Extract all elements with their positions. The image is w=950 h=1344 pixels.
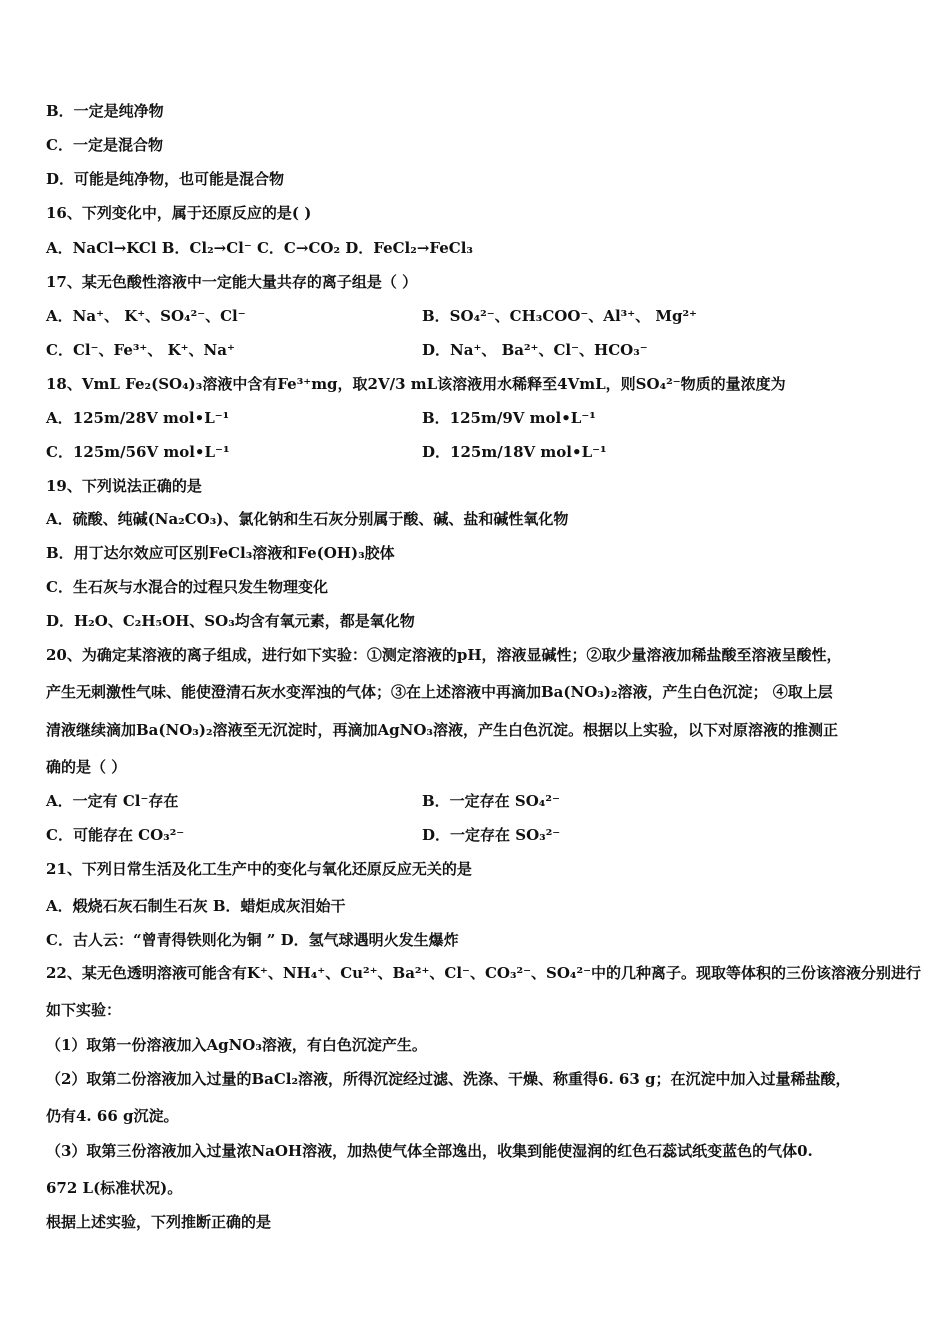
q22-stem-line1: 22、某无色透明溶液可能含有K⁺、NH₄⁺、Cu²⁺、Ba²⁺、Cl⁻、CO₃²⁻、SO₄²⁻中的几种离子。现取等体积的三份该溶液分别进行 bbox=[46, 964, 921, 982]
q19-option-d: D．H₂O、C₂H₅OH、SO₃均含有氧元素，都是氧化物 bbox=[46, 612, 415, 630]
q18-options-row2 bbox=[46, 441, 912, 463]
q20-option-b: B．一定存在 SO₄²⁻ bbox=[422, 792, 560, 810]
q19-option-c: C．生石灰与水混合的过程只发生物理变化 bbox=[46, 578, 328, 596]
q20-stem-line4: 确的是（ ） bbox=[46, 758, 127, 776]
q20-options-row2 bbox=[46, 824, 912, 846]
q22-step3-line1: （3）取第三份溶液加入过量浓NaOH溶液，加热使气体全部逸出，收集到能使湿润的红色石蕊试纸变蓝色的气体0. bbox=[46, 1142, 813, 1160]
q19-stem: 19、下列说法正确的是 bbox=[46, 477, 202, 495]
q20-stem-line1: 20、为确定某溶液的离子组成，进行如下实验：①测定溶液的pH，溶液显碱性；②取少量溶液加稀盐酸至溶液呈酸性， bbox=[46, 646, 842, 664]
q16-options: A．NaCl→KCl B．Cl₂→Cl⁻ C．C→CO₂ D．FeCl₂→FeCl₃ bbox=[46, 239, 473, 257]
q17-stem: 17、某无色酸性溶液中一定能大量共存的离子组是（ ） bbox=[46, 273, 418, 291]
q20-stem-line3: 清液继续滴加Ba(NO₃)₂溶液至无沉淀时，再滴加AgNO₃溶液，产生白色沉淀。根据以上实验，以下对原溶液的推测正 bbox=[46, 721, 838, 739]
q20-options-row1 bbox=[46, 790, 912, 812]
q16-stem: 16、下列变化中，属于还原反应的是( ) bbox=[46, 204, 312, 222]
q22-step2-line2: 仍有4. 66 g沉淀。 bbox=[46, 1107, 179, 1125]
q18-option-a: A．125m/28V mol•L⁻¹ bbox=[46, 409, 230, 427]
q17-option-d: D．Na⁺、 Ba²⁺、Cl⁻、HCO₃⁻ bbox=[422, 341, 648, 359]
q18-options-row1 bbox=[46, 407, 912, 429]
q22-step1: （1）取第一份溶液加入AgNO₃溶液，有白色沉淀产生。 bbox=[46, 1036, 427, 1054]
q17-option-b: B．SO₄²⁻、CH₃COO⁻、Al³⁺、 Mg²⁺ bbox=[422, 307, 697, 325]
q22-step2-line1: （2）取第二份溶液加入过量的BaCl₂溶液，所得沉淀经过滤、洗涤、干燥、称重得6. 63 g；在沉淀中加入过量稀盐酸， bbox=[46, 1070, 851, 1088]
q22-stem-line2: 如下实验： bbox=[46, 1001, 122, 1019]
q18-option-d: D．125m/18V mol•L⁻¹ bbox=[422, 443, 607, 461]
q18-option-b: B．125m/9V mol•L⁻¹ bbox=[422, 409, 596, 427]
q21-options-cd: C．古人云：“曾青得铁则化为铜 ” D．氢气球遇明火发生爆炸 bbox=[46, 931, 459, 949]
q18-option-c: C．125m/56V mol•L⁻¹ bbox=[46, 443, 230, 461]
q15-option-b: B．一定是纯净物 bbox=[46, 102, 164, 120]
q15-option-c: C．一定是混合物 bbox=[46, 136, 163, 154]
q17-options-row2 bbox=[46, 339, 912, 361]
q21-stem: 21、下列日常生活及化工生产中的变化与氧化还原反应无关的是 bbox=[46, 860, 472, 878]
q20-option-a: A．一定有 Cl⁻存在 bbox=[46, 792, 179, 810]
q19-option-a: A．硫酸、纯碱(Na₂CO₃)、氯化钠和生石灰分别属于酸、碱、盐和碱性氧化物 bbox=[46, 510, 569, 528]
q21-options-ab: A．煅烧石灰石制生石灰 B．蜡炬成灰泪始干 bbox=[46, 897, 346, 915]
q22-step3-line2: 672 L(标准状况)。 bbox=[46, 1179, 183, 1197]
q22-conclusion: 根据上述实验，下列推断正确的是 bbox=[46, 1213, 272, 1231]
q19-option-b: B．用丁达尔效应可区别FeCl₃溶液和Fe(OH)₃胶体 bbox=[46, 544, 395, 562]
q20-option-d: D．一定存在 SO₃²⁻ bbox=[422, 826, 561, 844]
q17-option-c: C．Cl⁻、Fe³⁺、 K⁺、Na⁺ bbox=[46, 341, 235, 359]
q20-option-c: C．可能存在 CO₃²⁻ bbox=[46, 826, 185, 844]
q18-stem: 18、VmL Fe₂(SO₄)₃溶液中含有Fe³⁺mg，取2V/3 mL该溶液用水稀释至4VmL，则SO₄²⁻物质的量浓度为 bbox=[46, 375, 786, 393]
q17-option-a: A．Na⁺、 K⁺、SO₄²⁻、Cl⁻ bbox=[46, 307, 246, 325]
q17-options-row1 bbox=[46, 305, 912, 327]
q20-stem-line2: 产生无刺激性气味、能使澄清石灰水变浑浊的气体；③在上述溶液中再滴加Ba(NO₃)₂溶液，产生白色沉淀； ④取上层 bbox=[46, 683, 833, 701]
q15-option-d: D．可能是纯净物，也可能是混合物 bbox=[46, 170, 285, 188]
